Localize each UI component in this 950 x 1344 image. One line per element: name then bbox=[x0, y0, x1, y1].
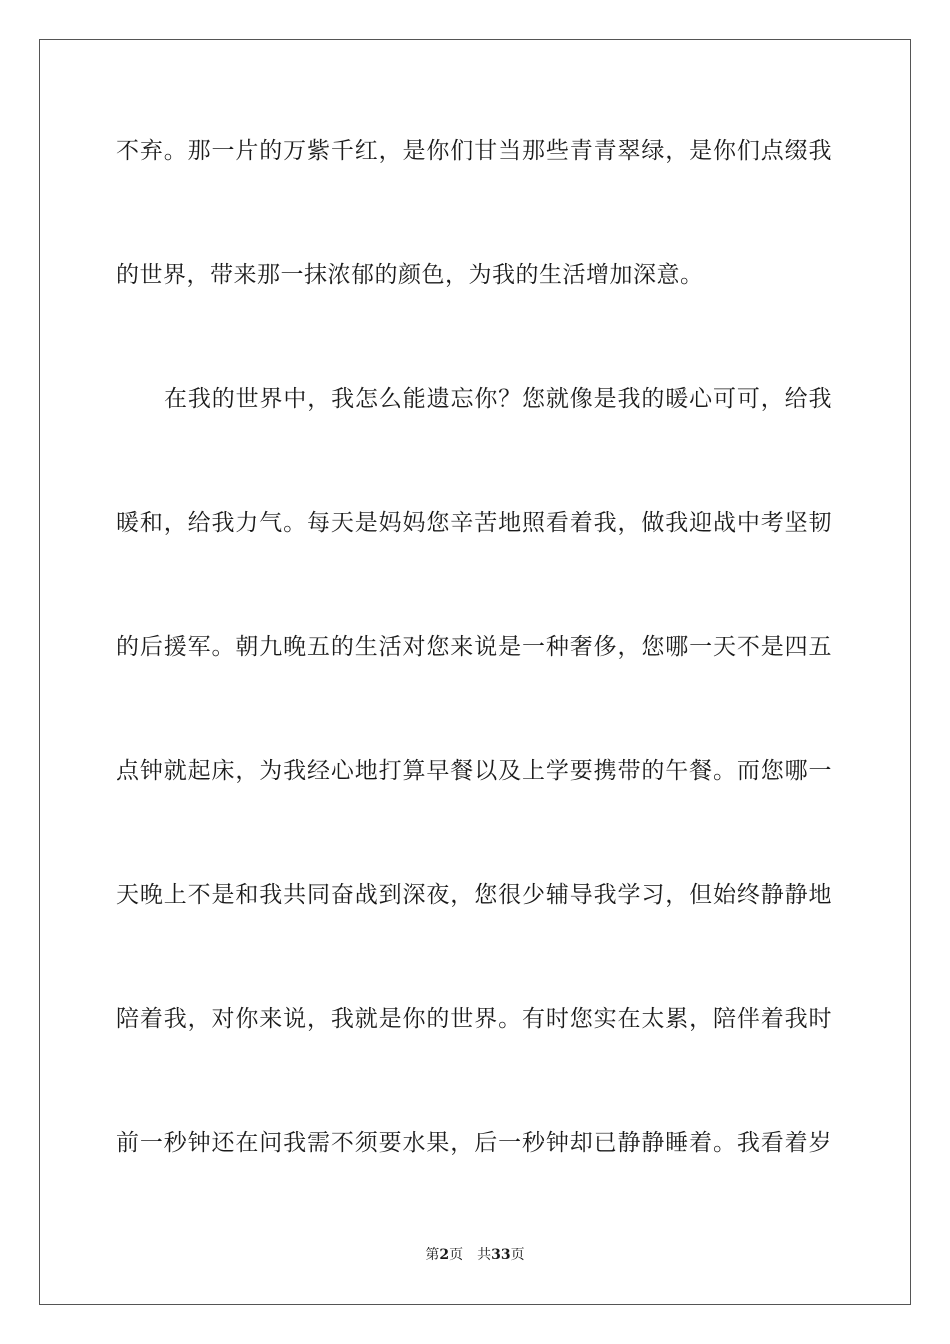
paragraph-line: 的世界，带来那一抹浓郁的颜色，为我的生活增加深意。 bbox=[116, 262, 704, 288]
paragraph-line: 暖和，给我力气。每天是妈妈您辛苦地照看着我，做我迎战中考坚韧 bbox=[116, 510, 832, 536]
total-prefix: 共 bbox=[477, 1247, 492, 1263]
page-unit: 页 bbox=[449, 1247, 464, 1263]
paragraph-line: 在我的世界中，我怎么能遗忘你？您就像是我的暖心可可，给我 bbox=[164, 386, 832, 412]
paragraph-line: 天晚上不是和我共同奋战到深夜，您很少辅导我学习，但始终静静地 bbox=[116, 882, 832, 908]
page-total: 33 bbox=[491, 1247, 511, 1263]
page-prefix: 第 bbox=[425, 1247, 440, 1263]
page-current: 2 bbox=[439, 1247, 450, 1263]
page-frame bbox=[39, 39, 911, 1305]
paragraph-line: 前一秒钟还在问我需不须要水果，后一秒钟却已静静睡着。我看着岁 bbox=[116, 1130, 832, 1156]
paragraph-line: 不弃。那一片的万紫千红，是你们甘当那些青青翠绿，是你们点缀我 bbox=[116, 138, 832, 164]
paragraph-line: 的后援军。朝九晚五的生活对您来说是一种奢侈，您哪一天不是四五 bbox=[116, 634, 832, 660]
page-footer bbox=[0, 1245, 950, 1265]
paragraph-line: 陪着我，对你来说，我就是你的世界。有时您实在太累，陪伴着我时 bbox=[116, 1006, 832, 1032]
paragraph-line: 点钟就起床，为我经心地打算早餐以及上学要携带的午餐。而您哪一 bbox=[116, 758, 832, 784]
total-unit: 页 bbox=[510, 1247, 525, 1263]
